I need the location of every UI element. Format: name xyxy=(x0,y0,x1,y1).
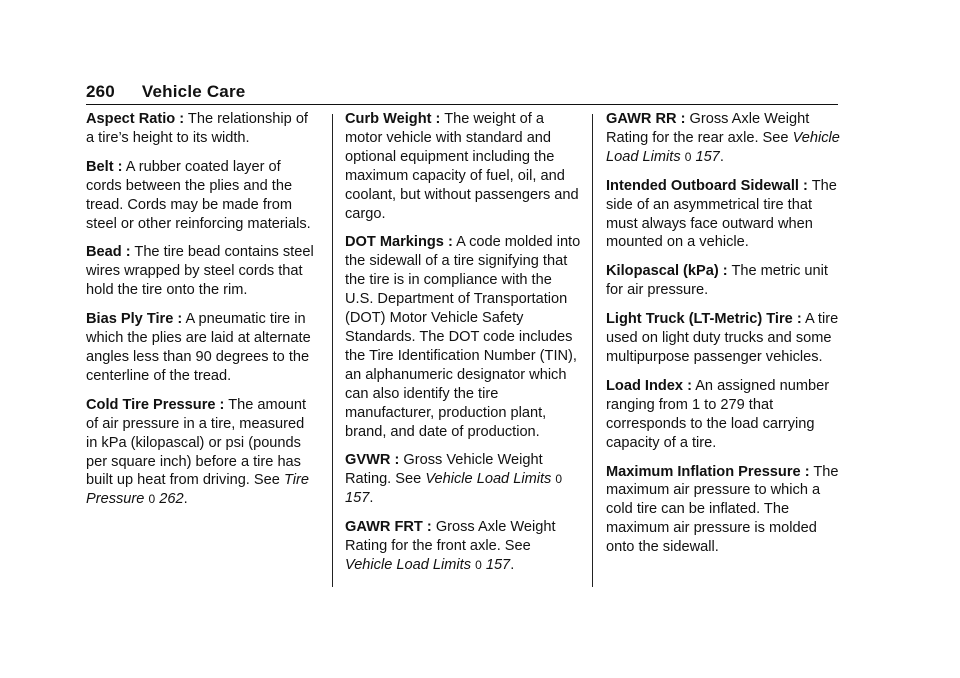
sentence-end: . xyxy=(719,148,724,165)
glossary-entry xyxy=(606,377,842,453)
glossary-term: Belt : xyxy=(86,158,123,175)
glossary-entry xyxy=(345,233,581,441)
page-reference-icon: 0 xyxy=(684,149,692,164)
glossary-term: GVWR : xyxy=(345,452,400,469)
glossary-definition: A pneumatic tire in which the plies are laid at alternate angles less than 90 degrees to the centerline of the tread. xyxy=(86,311,311,384)
glossary-entry xyxy=(606,262,842,300)
page-number: 260 xyxy=(86,82,115,101)
glossary-entry xyxy=(86,243,318,300)
cross-reference-page: 157 xyxy=(485,556,511,573)
column-1 xyxy=(86,110,318,519)
cross-reference-page: 157 xyxy=(695,148,720,165)
glossary-term: DOT Markings : xyxy=(345,234,453,251)
glossary-definition: Gross Axle Weight Rating for the rear axle. See xyxy=(606,111,810,146)
sentence-end: . xyxy=(183,491,188,508)
glossary-term: Maximum Inflation Pressure : xyxy=(606,463,810,480)
header-rule xyxy=(86,104,838,105)
glossary-term: Load Index : xyxy=(606,377,692,394)
glossary-definition: The maximum air pressure to which a cold tire can be inflated. The maximum air pressure is molded onto the sidewall. xyxy=(606,463,839,556)
glossary-term: Curb Weight : xyxy=(345,111,441,127)
glossary-entry xyxy=(345,451,581,508)
cross-reference-link[interactable] xyxy=(345,557,510,573)
glossary-term: Kilopascal (kPa) : xyxy=(606,263,728,280)
glossary-definition: Gross Vehicle Weight Rating. See xyxy=(345,452,543,488)
glossary-definition: A code molded into the sidewall of a tire signifying that the tire is in compliance with the U.S. Department of Transportation (DOT) Motor Vehicle Safety Standards. The DOT code includes the Tire Identification Number (TIN), an alphanumeric designator which can also identify the tire manufacturer, production plant, brand, and date of production. xyxy=(345,234,581,440)
glossary-entry xyxy=(606,310,842,367)
glossary-term: Bias Ply Tire : xyxy=(86,311,183,328)
glossary-definition: A rubber coated layer of cords between the plies and the tread. Cords may be made from steel or other reinforcing materials. xyxy=(86,158,311,232)
section-title: Vehicle Care xyxy=(141,82,246,101)
glossary-definition: The amount of air pressure in a tire, measured in kPa (kilopascal) or psi (pounds per square inch) before a tire has built up heat from driving. See xyxy=(86,396,307,489)
cross-reference-page: 262 xyxy=(159,491,184,508)
glossary-entry xyxy=(345,518,581,575)
page-reference-icon: 0 xyxy=(148,492,156,507)
page-reference-icon: 0 xyxy=(555,472,563,487)
sentence-end: . xyxy=(510,556,515,573)
sentence-end: . xyxy=(369,490,374,507)
glossary-definition: The relationship of a tire’s height to its width. xyxy=(86,111,308,146)
column-divider xyxy=(592,114,593,587)
glossary-definition: A tire used on light duty trucks and some multipurpose passenger vehicles. xyxy=(606,311,839,365)
glossary-definition: The weight of a motor vehicle with standard and optional equipment including the maximum capacity of fuel, oil, and coolant, but without passengers and cargo. xyxy=(345,111,579,222)
glossary-definition: An assigned number ranging from 1 to 279 that corresponds to the load carrying capacity of a tire. xyxy=(606,377,830,451)
glossary-term: GAWR FRT : xyxy=(345,519,432,536)
page-reference-icon: 0 xyxy=(475,557,482,572)
cross-reference-title: Tire Pressure xyxy=(86,472,309,508)
cross-reference-title: Vehicle Load Limits xyxy=(425,471,552,488)
glossary-entry xyxy=(86,158,318,234)
glossary-entry xyxy=(606,110,842,167)
cross-reference-page: 157 xyxy=(345,490,370,507)
glossary-term: Bead : xyxy=(86,244,131,261)
column-3 xyxy=(606,110,842,567)
glossary-term: Intended Outboard Sidewall : xyxy=(606,177,808,194)
glossary-entry xyxy=(606,463,842,558)
glossary-entry xyxy=(606,177,842,253)
glossary-definition: The metric unit for air pressure. xyxy=(606,263,828,299)
glossary-entry xyxy=(86,110,318,148)
glossary-term: Aspect Ratio : xyxy=(86,111,185,127)
glossary-term: Cold Tire Pressure : xyxy=(86,396,225,413)
page-header xyxy=(86,82,245,102)
glossary-entry xyxy=(86,310,318,386)
glossary-definition: The side of an asymmetrical tire that must always face outward when mounted on a vehicle. xyxy=(606,177,837,251)
glossary-entry xyxy=(86,396,318,509)
glossary-term: Light Truck (LT-Metric) Tire : xyxy=(606,311,802,328)
glossary-definition: Gross Axle Weight Rating for the front axle. See xyxy=(345,519,556,555)
glossary-entry xyxy=(345,110,581,223)
column-divider xyxy=(332,114,333,587)
column-2 xyxy=(345,110,581,585)
glossary-term: GAWR RR : xyxy=(606,111,686,127)
cross-reference-title: Vehicle Load Limits xyxy=(345,556,472,573)
cross-reference-title: Vehicle Load Limits xyxy=(606,129,840,165)
glossary-definition: The tire bead contains steel wires wrapped by steel cords that hold the tire onto the rim. xyxy=(86,244,314,299)
